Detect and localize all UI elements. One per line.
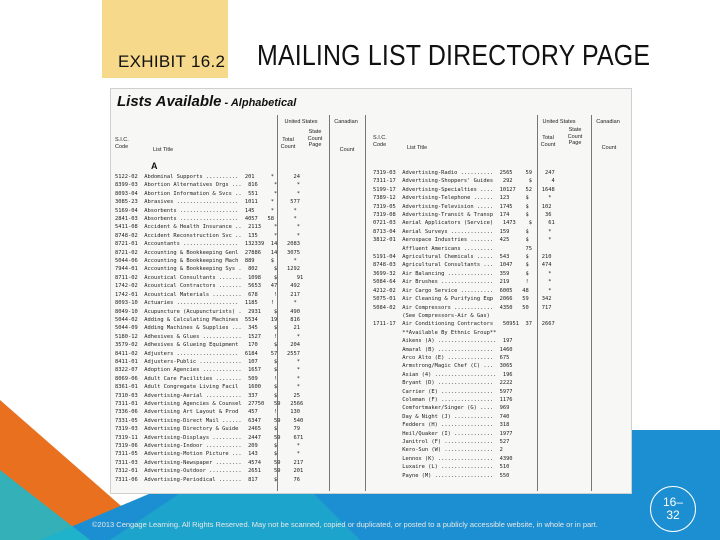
listing-row: 8711-02 Acoustical Consultants ....... 1098 $ 91	[115, 274, 304, 281]
left-canadian-header: Canadian	[334, 119, 358, 125]
listing-row: 1742-01 Acoustical Materials ......... 678 ! 217	[115, 291, 300, 298]
right-state-count-header: State Count Page	[567, 127, 583, 146]
listing-row: Luxaire (L) ................ 510	[373, 464, 549, 471]
listing-row: 5075-01 Air Cleaning & Purifying Eqp 2066 59 342	[373, 296, 552, 303]
listing-row: Carrier (E) ................ 5977	[373, 388, 549, 395]
scan-heading	[117, 93, 296, 110]
listing-row: 7311-06 Advertising-Periodical ....... 817 $ 76	[115, 476, 300, 483]
listing-row: 3085-23 Abrasives ................... 1011 * 577	[115, 199, 300, 206]
listing-row: Janitrol (F) ............... 527	[373, 439, 549, 445]
scan-heading-sub: - Alphabetical	[221, 97, 297, 109]
listing-row: Fedders (H) ................ 318	[373, 422, 549, 429]
left-listing-column	[115, 173, 367, 484]
listing-row: 5044-09 Adding Machines & Supplies ... 345 $ 21	[115, 325, 300, 332]
listing-row: 8049-10 Acupuncture (Acupuncturists) . 2931 $ 490	[115, 308, 300, 315]
listing-row: Lennox (K) ................. 4390	[373, 455, 549, 462]
listing-row: Armstrong/Magic Chef (C) ... 3065	[373, 363, 549, 370]
listing-row: Coleman (F) ................ 1176	[373, 396, 549, 403]
listing-row: 7319-03 Advertising-Radio .......... 2565 59 247	[373, 170, 555, 176]
listing-row: 5084-64 Air Brushes ................ 219 ! *	[373, 279, 552, 286]
listing-row: 7319-05 Advertising-Television ..... 1745 $ 102	[373, 203, 552, 210]
listing-row: 7331-05 Advertising-Direct Mail ...... 6347 59 540	[115, 417, 304, 424]
section-letter: A	[151, 161, 158, 171]
right-listing-column	[373, 169, 629, 480]
right-sic-header: S.I.C. Code	[373, 135, 387, 148]
listing-row: 8093-10 Actuaries ................... 1185 ! *	[115, 300, 297, 307]
listing-row: 8322-07 Adoption Agencies ............ 1657 $ *	[115, 367, 300, 374]
listing-row: 8361-01 Adult Congregate Living Facil 1600 $ *	[115, 384, 300, 391]
listing-row: 8721-01 Accountants ................. 132339 14 2083	[115, 241, 300, 248]
left-list-title-header: List Title	[153, 147, 174, 153]
listing-row: 3812-01 Aerospace Industries ....... 425 $ *	[373, 237, 552, 244]
listing-row: 1742-02 Acoustical Contractors ....... 5653 47 492	[115, 283, 300, 290]
listing-row: 5169-04 Absorbents .................. 145 * *	[115, 207, 297, 214]
listing-row: 5044-06 Accounting & Bookkeeping Mach 889 $ *	[115, 258, 297, 265]
listing-row: Affluent Americans ......... 75	[373, 245, 552, 252]
listing-row: 8721-02 Accounting & Bookkeeping Genl 27886 14 3075	[115, 249, 300, 256]
listing-row: 4212-02 Air Cargo Service .......... 6005 48 *	[373, 287, 552, 294]
page-number: 16– 32	[662, 495, 684, 522]
listing-row: Amaral (B) ................. 1460	[373, 346, 549, 353]
right-us-header: United States	[542, 119, 576, 125]
listing-row: 7310-03 Advertising-Aerial ........... 337 $ 25	[115, 392, 300, 399]
listing-row: 7311-03 Advertising-Newspaper ........ 4574 59 217	[115, 459, 304, 466]
scan-heading-main: Lists Available	[117, 93, 222, 110]
listing-row: 5084-02 Air Compressors ............ 4350 50 717	[373, 304, 552, 311]
listing-row: 3579-02 Adhesives & Glueing Equipment 170 $ 204	[115, 342, 300, 349]
listing-row: **Available By Ethnic Group**	[373, 329, 529, 336]
listing-row: Bryant (D) ................. 2222	[373, 380, 549, 387]
listing-row: 5122-02 Abdominal Supports .......... 201 * 24	[115, 174, 300, 180]
listing-row: 7311-05 Advertising-Motion Picture ... 143 $ *	[115, 451, 300, 458]
right-canadian-header: Canadian	[596, 119, 620, 125]
listing-row: 7311-17 Advertising-Shoppers' Guides 292 $ 4	[373, 178, 555, 185]
listing-row: Heil/Quaker (I) ............ 1977	[373, 430, 549, 437]
directory-page-scan	[110, 88, 632, 494]
left-state-count-header: State Count Page	[307, 129, 323, 148]
listing-row: 7311-01 Advertising Agencies & Counsel 27750 59 2566	[115, 400, 304, 407]
left-sic-header: S.I.C. Code	[115, 137, 129, 150]
right-list-title-header: List Title	[407, 145, 428, 151]
listing-row: 8093-04 Abortion Information & Svcs .. 551 * *	[115, 190, 300, 197]
listing-row: 5411-08 Accident & Health Insurance .. 2113 * *	[115, 224, 300, 231]
listing-row: 1711-17 Air Conditioning Contractors 50951 37 2667	[373, 321, 555, 328]
listing-row: Arco Alto (E) .............. 675	[373, 354, 549, 361]
listing-row: Aikens (A) .................. 197	[373, 338, 549, 345]
listing-row: Kero-Sun (W) ............... 2	[373, 447, 549, 454]
listing-row: 7319-03 Advertising Directory & Guide 2465 $ 79	[115, 426, 300, 433]
listing-row: 8411-01 Adjusters-Public ............. 107 $ *	[115, 358, 300, 365]
listing-row: 0721-03 Aerial Applicators (Service) 1473 $ 61	[373, 220, 555, 227]
listing-row: Comfortmaker/Singer (G) .... 969	[373, 405, 549, 412]
listing-row: 5191-04 Agricultural Chemicals ..... 543 $ 210	[373, 254, 552, 261]
page-number-badge	[650, 486, 696, 532]
listing-row: Payne (M) .................. 550	[373, 472, 549, 479]
listing-row: 7319-06 Advertising-Indoor ........... 209 $ *	[115, 443, 300, 449]
left-total-count-header: Total Count	[280, 137, 296, 150]
right-count-header: Count	[601, 145, 617, 151]
listing-row: 2841-03 Absorbents .................. 4057 58 *	[115, 216, 297, 223]
listing-row: 7336-06 Advertising Art Layout & Prod 457 ! 130	[115, 409, 300, 416]
listing-row: 8748-02 Accident Reconstruction Svc .. 135 * *	[115, 232, 300, 239]
listing-row: 8069-06 Adult Care Facilities ........ 509 ! *	[115, 375, 300, 382]
exhibit-label: EXHIBIT 16.2	[118, 52, 226, 71]
left-us-header: United States	[284, 119, 318, 125]
page-title: MAILING LIST DIRECTORY PAGE	[257, 40, 651, 72]
listing-row: 5199-17 Advertising-Specialties .... 10127 52 1648	[373, 186, 555, 193]
listing-row: 8713-04 Aerial Surveys ............. 159 $ *	[373, 228, 552, 235]
listing-row: 8748-03 Agricultural Consultants ... 1047 $ 474	[373, 262, 552, 269]
listing-row: 5044-02 Adding & Calculating Machines 5534 19 816	[115, 316, 300, 323]
listing-row: 7319-11 Advertising-Displays ......... 2447 59 671	[115, 434, 304, 441]
listing-row: 7319-08 Advertising-Transit & Transp 174 $ 36	[373, 212, 552, 219]
right-total-count-header: Total Count	[540, 135, 556, 148]
listing-row: 8411-02 Adjusters ................... 6184 57 2557	[115, 350, 300, 357]
listing-row: 7312-01 Advertising-Outdoor .......... 2651 59 201	[115, 468, 304, 475]
listing-row: Asian (4) ................... 196	[373, 371, 552, 378]
listing-row: 3699-32 Air Balancing .............. 359 $ *	[373, 270, 552, 277]
copyright-footer: ©2013 Cengage Learning. All Rights Reserved. May not be scanned, copied or duplicated, or posted to a publicly accessible website, in whole or in part.	[92, 520, 598, 529]
listing-row: 5180-12 Adhesives & Glues ............ 1527 ! *	[115, 333, 300, 340]
listing-row: Day & Night (J) ............ 740	[373, 413, 549, 420]
listing-row: 8399-03 Abortion Alternatives Orgs ... 816 * *	[115, 182, 300, 189]
listing-row: 7944-01 Accounting & Bookkeeping Sys . 802 $ 1292	[115, 266, 300, 273]
listing-row: 7389-12 Advertising-Telephone ...... 123 $ *	[373, 195, 552, 202]
listing-row: (See Compressors-Air & Gas)	[373, 312, 529, 319]
left-count-header: Count	[339, 147, 355, 153]
